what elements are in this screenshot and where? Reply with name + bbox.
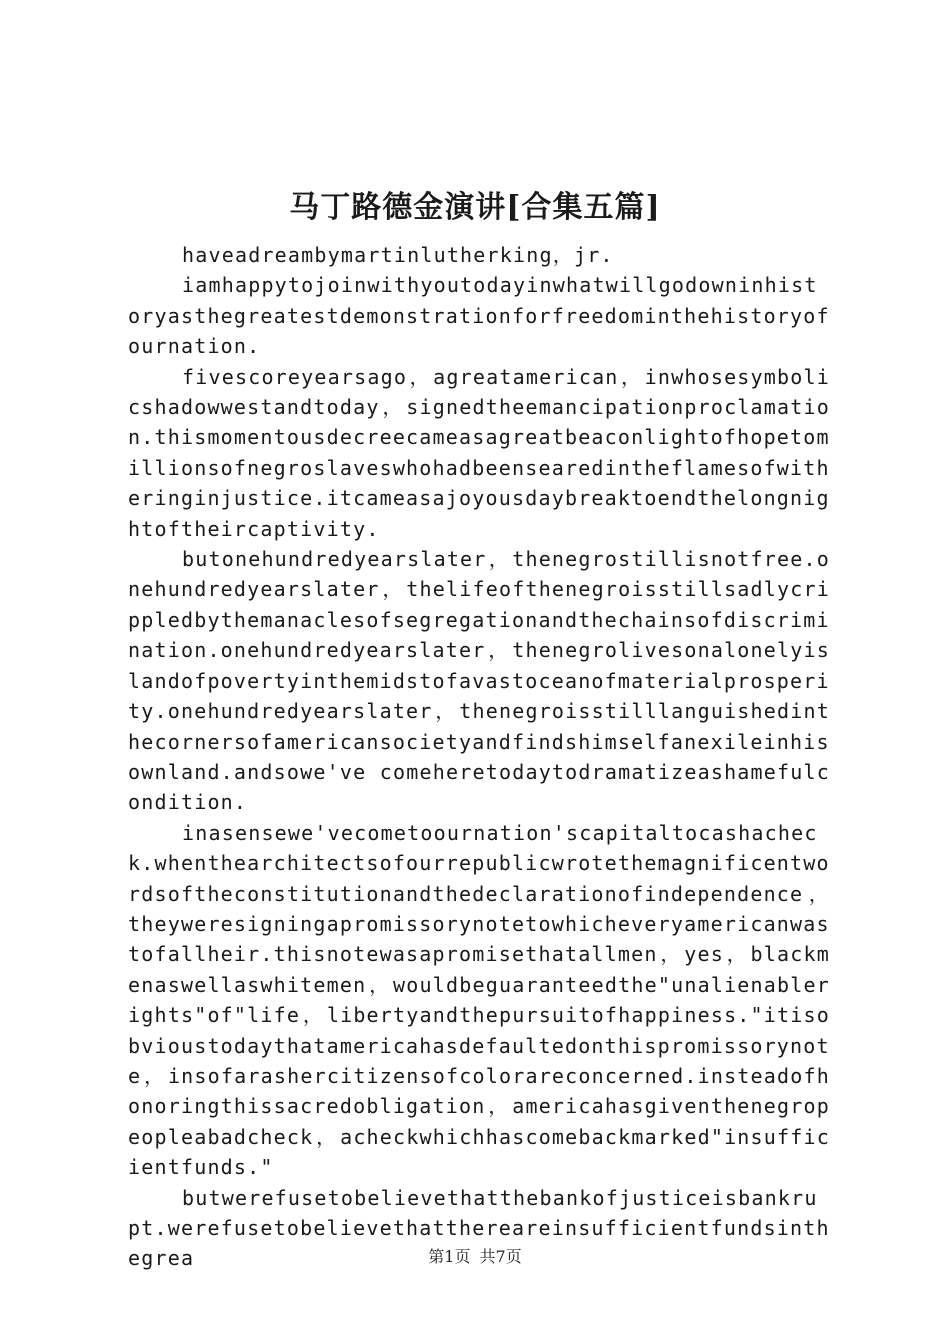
document-title: 马丁路德金演讲[合集五篇] [289,190,661,225]
page-footer [0,1244,950,1267]
paragraph: fivescoreyearsago，agreatamerican，inwhosesymbolicshadowwestandtoday，signedtheemancipationproclamation.thismomentousdecreecameasagreatbeaconlightofhopetomillionsofnegroslaveswhohadbeensearedintheflamesofwitheringinjustice.itcameasajoyousdaybreaktoendthelongnightoftheircaptivity. [128,364,830,541]
paragraph: iamhappytojoinwithyoutodayinwhatwillgodowninhistoryasthegreatestdemonstrationforfreedominthehistoryofournation. [128,273,830,359]
paragraph: butonehundredyearslater，thenegrostillisnotfree.onehundredyearslater，thelifeofthenegroisstillsadlycrippledbythemanaclesofsegregationandthechainsofdiscrimination.onehundredyearslater，thenegrolivesonalonelyislandofpovertyinthemidstofavastoceanofmaterialprosperity.onehundredyearslater，thenegroisstilllanguishedinthecornersofamericansocietyandfindshimselfanexileinhisownland.andsowe've comeheretodaytodramatizeashamefulcondition. [128,547,830,815]
page-number: 第1页 [428,1247,471,1266]
paragraph: haveadreambymartinlutherking，jr. [182,243,614,267]
page-total: 共7页 [479,1247,522,1266]
paragraph: inasensewe'vecometoournation'scapitaltocashacheck.whenthearchitectsofourrepublicwrotethemagnificentwordsoftheconstitutionandthedeclarationofindependence，theyweresigningapromissorynotetowhicheveryamericanwastofallheir.thisnotewasapromisethatallmen，yes，blackmenaswellaswhitemen，wouldbeguaranteedthe"unalienablerights"of"life，libertyandthepursuitofhappiness."itisobvioustodaythatamericahasdefaultedonthispromissorynote，insofarashercitizensofcolorareconcerned.insteadofhonoringthissacredobligation，americahasgiventhenegropeopleabadcheck，acheckwhichhascomebackmarked"insufficientfunds." [128,820,830,1180]
paragraph: butwerefusetobelievethatthebankofjusticeisbankrupt.werefusetobelievethatthereareinsufficientfundsinthegrea [128,1185,830,1271]
